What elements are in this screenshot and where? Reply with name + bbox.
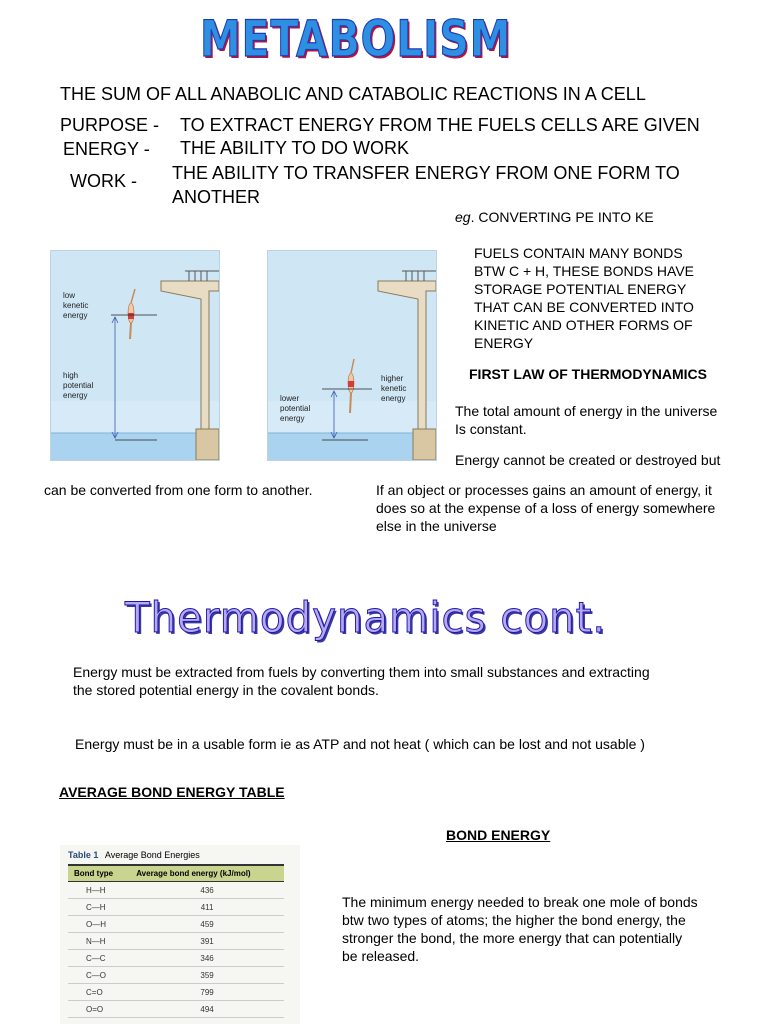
section-title-thermodynamics: Thermodynamics cont. [125, 593, 607, 642]
first-law-line1: The total amount of energy in the universe [455, 403, 718, 419]
column-header: Average bond energy (kJ/mol) [130, 865, 284, 882]
right-bottom-label [280, 394, 310, 424]
bond-energy-cell: 436 [130, 882, 284, 899]
label-line: energy [63, 391, 88, 400]
expense-paragraph [376, 481, 715, 535]
first-law-heading: FIRST LAW OF THERMODYNAMICS [469, 366, 707, 382]
diving-illustration-left [51, 251, 219, 460]
column-header: Bond type [68, 865, 130, 882]
table-row [68, 967, 284, 984]
extract-line: Energy must be extracted from fuels by converting them into small substances and extracting [73, 664, 650, 680]
metabolism-definition: THE SUM OF ALL ANABOLIC AND CATABOLIC REACTIONS IN A CELL [60, 84, 646, 104]
fuels-line: KINETIC AND OTHER FORMS OF [474, 317, 693, 333]
fuels-line: STORAGE POTENTIAL ENERGY [474, 281, 687, 297]
table-caption [60, 845, 300, 864]
bond-energy-paragraph [342, 893, 698, 965]
page-title: METABOLISM [200, 10, 512, 68]
label-line: energy [63, 311, 88, 320]
diving-diagram-left [50, 250, 220, 461]
example-body: . CONVERTING PE INTO KE [470, 209, 654, 225]
work-text-line2: ANOTHER [172, 187, 261, 207]
purpose-text: TO EXTRACT ENERGY FROM THE FUELS CELLS ARE GIVEN [180, 115, 700, 135]
bond-energy-cell: 799 [130, 984, 284, 1001]
usable-paragraph: Energy must be in a usable form ie as ATP and not heat ( which can be lost and not usable ) [75, 736, 645, 752]
bond-energy-cell: 459 [130, 916, 284, 933]
right-top-label [381, 374, 406, 404]
extract-line: the stored potential energy in the covalent bonds. [73, 682, 379, 698]
bond-type-cell: O=O [68, 1001, 130, 1018]
bond-energy-line: stronger the bond, the more energy that can potentially [342, 930, 683, 946]
bond-energy-line: The minimum energy needed to break one mole of bonds [342, 894, 698, 910]
bond-type-cell: N—H [68, 933, 130, 950]
table-caption-text: Average Bond Energies [104, 850, 200, 860]
table-row [68, 882, 284, 899]
example-text [455, 208, 654, 226]
fuels-line: FUELS CONTAIN MANY BONDS [474, 245, 683, 261]
table-row [68, 950, 284, 967]
work-label: WORK - [70, 171, 137, 191]
label-line: high [63, 371, 79, 380]
extract-paragraph [73, 663, 650, 699]
table-caption-number: Table 1 [68, 850, 99, 860]
label-line: lower [280, 394, 300, 403]
label-line: potential [63, 381, 94, 390]
bond-type-cell: H—H [68, 882, 130, 899]
label-line: energy [381, 394, 406, 403]
bond-energy-cell: 346 [130, 950, 284, 967]
bond-energy-heading: BOND ENERGY [446, 827, 551, 843]
fuels-line: ENERGY [474, 335, 534, 351]
bond-type-cell: O—H [68, 916, 130, 933]
label-line: higher [381, 374, 404, 383]
first-law-continuation: can be converted from one form to another. [44, 482, 313, 498]
table-row [68, 916, 284, 933]
bond-energy-cell: 411 [130, 899, 284, 916]
fuels-line: THAT CAN BE CONVERTED INTO [474, 299, 694, 315]
expense-line: If an object or processes gains an amount of energy, it [376, 482, 712, 498]
expense-line: does so at the expense of a loss of energy somewhere [376, 500, 716, 516]
purpose-label: PURPOSE - [60, 115, 160, 135]
label-line: kenetic [381, 384, 407, 393]
bond-energy-line: be released. [342, 948, 420, 964]
diving-diagram-right [267, 250, 437, 461]
label-line: kenetic [63, 301, 89, 310]
label-line: low [63, 291, 76, 300]
fuels-line: BTW C + H, THESE BONDS HAVE [474, 263, 695, 279]
bond-energy-line: btw two types of atoms; the higher the bond energy, the [342, 912, 686, 928]
bond-type-cell: C=O [68, 984, 130, 1001]
left-top-label [63, 291, 88, 321]
first-law-line3: Energy cannot be created or destroyed but [455, 452, 721, 468]
energy-label: ENERGY - [63, 139, 150, 159]
avg-table-heading: AVERAGE BOND ENERGY TABLE [59, 784, 285, 800]
fuels-paragraph [474, 244, 694, 352]
bond-type-cell: C—C [68, 950, 130, 967]
left-bottom-label [63, 371, 93, 401]
bond-type-cell: C—O [68, 967, 130, 984]
example-prefix: eg [455, 209, 471, 225]
table-row [68, 933, 284, 950]
work-text-line1: THE ABILITY TO TRANSFER ENERGY FROM ONE FORM TO [172, 163, 680, 183]
table-row [68, 984, 284, 1001]
bond-energy-cell: 391 [130, 933, 284, 950]
expense-line: else in the universe [376, 518, 497, 534]
table-row [68, 1001, 284, 1018]
bond-type-cell: C—H [68, 899, 130, 916]
first-law-line2: Is constant. [455, 421, 527, 437]
bond-energy-table [60, 845, 300, 1024]
bond-energy-cell: 359 [130, 967, 284, 984]
label-line: potential [280, 404, 311, 413]
diving-illustration-right [268, 251, 436, 460]
energy-text: THE ABILITY TO DO WORK [180, 138, 410, 158]
bond-table [68, 864, 284, 1018]
table-row [68, 899, 284, 916]
bond-energy-cell: 494 [130, 1001, 284, 1018]
label-line: energy [280, 414, 305, 423]
